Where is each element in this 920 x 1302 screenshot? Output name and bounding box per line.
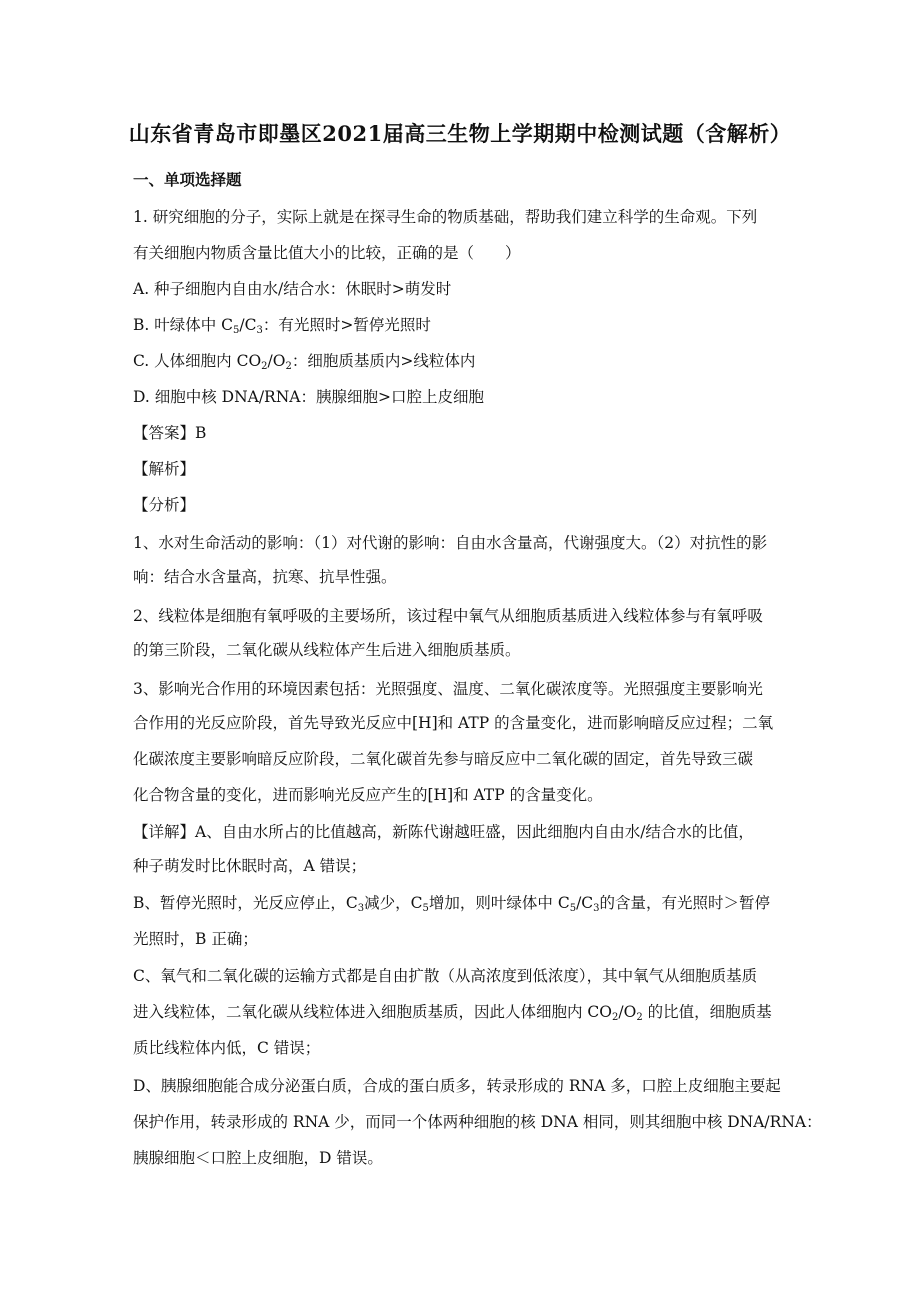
option-d: D. 细胞中核 DNA/RNA：胰腺细胞>口腔上皮细胞 (133, 388, 484, 406)
point-3-line-3: 化碳浓度主要影响暗反应阶段，二氧化碳首先参与暗反应中二氧化碳的固定，首先导致三碳 (133, 750, 754, 768)
section-heading: 一、单项选择题 (133, 170, 242, 189)
analysis-label: 【解析】 (133, 460, 196, 478)
option-a: A. 种子细胞内自由水/结合水：休眠时>萌发时 (133, 280, 452, 298)
detail-c-line-2: 进入线粒体，二氧化碳从线粒体进入细胞质基质，因此人体细胞内 $CO_2/O_2$ 的比值，细胞质基 (133, 1003, 772, 1023)
point-1-line-1: 1、水对生命活动的影响：（1）对代谢的影响：自由水含量高，代谢强度大。（2）对抗性的影 (133, 534, 768, 552)
point-3-line-4: 化合物含量的变化，进而影响光反应产生的[H]和 ATP 的含量变化。 (133, 786, 603, 804)
point-2-line-1: 2、线粒体是细胞有氧呼吸的主要场所，该过程中氧气从细胞质基质进入线粒体参与有氧呼吸 (133, 607, 763, 625)
detail-d-line-3: 胰腺细胞＜口腔上皮细胞，D 错误。 (133, 1149, 383, 1167)
detail-d-line-1: D、胰腺细胞能合成分泌蛋白质，合成的蛋白质多，转录形成的 RNA 多，口腔上皮细胞主要起 (133, 1077, 781, 1095)
point-2-line-2: 的第三阶段，二氧化碳从线粒体产生后进入细胞质基质。 (133, 641, 521, 659)
document-title: 山东省青岛市即墨区2021届高三生物上学期期中检测试题（含解析） (128, 121, 792, 146)
detail-c-line-1: C、氧气和二氧化碳的运输方式都是自由扩散（从高浓度到低浓度），其中氧气从细胞质基质 (133, 967, 758, 985)
detail-b-line-2: 光照时，B 正确； (133, 930, 258, 948)
answer-line: 【答案】B (133, 424, 207, 442)
detail-a-line-1: 【详解】A、自由水所占的比值越高，新陈代谢越旺盛，因此细胞内自由水/结合水的比值， (133, 823, 754, 841)
detail-b-line-1: B、暂停光照时，光反应停止，$C_3$减少，$C_5$增加，则叶绿体中 $C_5/C_3$的含量，有光照时＞暂停 (133, 894, 771, 914)
question-stem-line-2: 有关细胞内物质含量比值大小的比较，正确的是（ ） (133, 244, 521, 262)
option-b: B. 叶绿体中 $C_5/C_3$：有光照时>暂停光照时 (133, 316, 431, 336)
point-3-line-2: 合作用的光反应阶段，首先导致光反应中[H]和 ATP 的含量变化，进而影响暗反应过程；二氧 (133, 714, 774, 732)
detail-d-line-2: 保护作用，转录形成的 RNA 少，而同一个体两种细胞的核 DNA 相同，则其细胞中核 DNA/RNA： (133, 1113, 822, 1131)
point-3-line-1: 3、影响光合作用的环境因素包括：光照强度、温度、二氧化碳浓度等。光照强度主要影响光 (133, 680, 763, 698)
detail-a-line-2: 种子萌发时比休眠时高，A 错误； (133, 857, 367, 875)
detail-c-line-3: 质比线粒体内低，C 错误； (133, 1039, 321, 1057)
point-1-line-2: 响：结合水含量高，抗寒、抗旱性强。 (133, 568, 397, 586)
option-c: C. 人体细胞内 $CO_2/O_2$：细胞质基质内>线粒体内 (133, 352, 476, 372)
fenxi-label: 【分析】 (133, 496, 196, 514)
question-stem-line-1: 1. 研究细胞的分子，实际上就是在探寻生命的物质基础，帮助我们建立科学的生命观。下列 (133, 208, 758, 226)
